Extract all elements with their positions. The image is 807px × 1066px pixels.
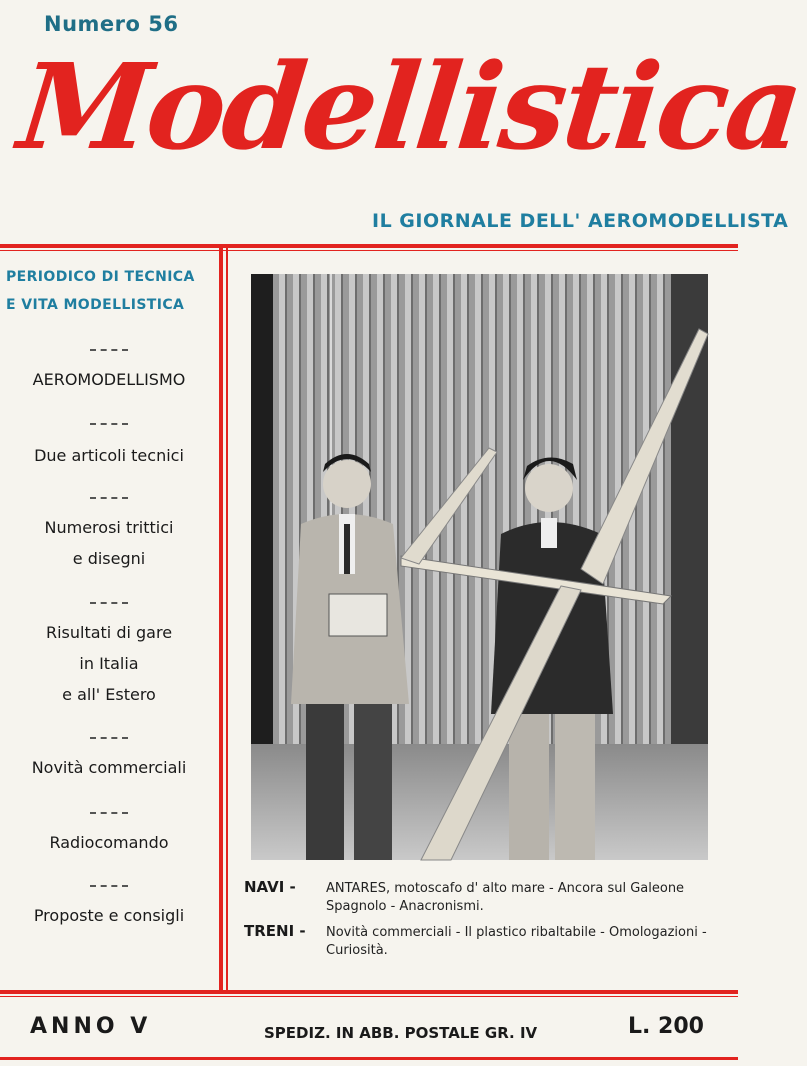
toc-divider	[90, 812, 128, 814]
masthead-subtitle: IL GIORNALE DELL' AEROMODELLISTA	[372, 210, 789, 232]
footer-postal: SPEDIZ. IN ABB. POSTALE GR. IV	[264, 1024, 538, 1042]
footer-price: L. 200	[628, 1014, 704, 1039]
toc-item-trittici-1: Numerosi trittici	[44, 518, 174, 537]
toc-item-gare-2: in Italia	[79, 654, 139, 673]
column-rule-outer	[219, 248, 223, 993]
cover-photo	[251, 274, 708, 860]
caption-navi-key: NAVI -	[244, 878, 296, 896]
tagline	[6, 263, 210, 319]
toc-item-trittici-2: e disegni	[72, 549, 146, 568]
column-rule-inner	[226, 248, 228, 993]
top-rule-thin	[0, 250, 738, 251]
toc-divider	[90, 885, 128, 887]
toc-item-aeromodellismo: AEROMODELLISMO	[32, 370, 186, 389]
toc-item-novita: Novità commerciali	[31, 758, 187, 777]
caption-navi-text: ANTARES, motoscafo d' alto mare - Ancora sul Galeone Spagnolo - Anacronismi.	[326, 881, 685, 914]
bottom-rule-thin	[0, 996, 738, 997]
footer-year: ANNO V	[30, 1014, 152, 1039]
toc-divider	[90, 423, 128, 425]
caption-treni-text: Novità commerciali - Il plastico ribaltabile - Omologazioni - Curiosità.	[326, 925, 707, 958]
cover-photo-illustration	[251, 274, 708, 860]
issue-number: Numero 56	[44, 12, 179, 36]
caption-treni	[244, 922, 714, 962]
toc-item-gare-1: Risultati di gare	[45, 623, 173, 642]
tagline-line-1: PERIODICO DI TECNICA	[6, 269, 195, 285]
top-rule	[0, 244, 738, 248]
toc-divider	[90, 602, 128, 604]
toc-divider	[90, 497, 128, 499]
tagline-line-2: E VITA MODELLISTICA	[6, 297, 185, 313]
toc-item-proposte: Proposte e consigli	[33, 906, 185, 925]
bottom-rule	[0, 990, 738, 994]
caption-treni-key: TRENI -	[244, 922, 306, 940]
footer-rule	[0, 1057, 738, 1060]
toc-divider	[90, 349, 128, 351]
door-frame-left	[251, 274, 273, 794]
toc-item-articoli: Due articoli tecnici	[34, 446, 184, 465]
caption-navi	[244, 878, 714, 918]
toc-divider	[90, 737, 128, 739]
masthead-title: Modellistica	[12, 37, 807, 176]
toc-item-radiocomando: Radiocomando	[49, 833, 169, 852]
toc-item-gare-3: e all' Estero	[62, 685, 156, 704]
